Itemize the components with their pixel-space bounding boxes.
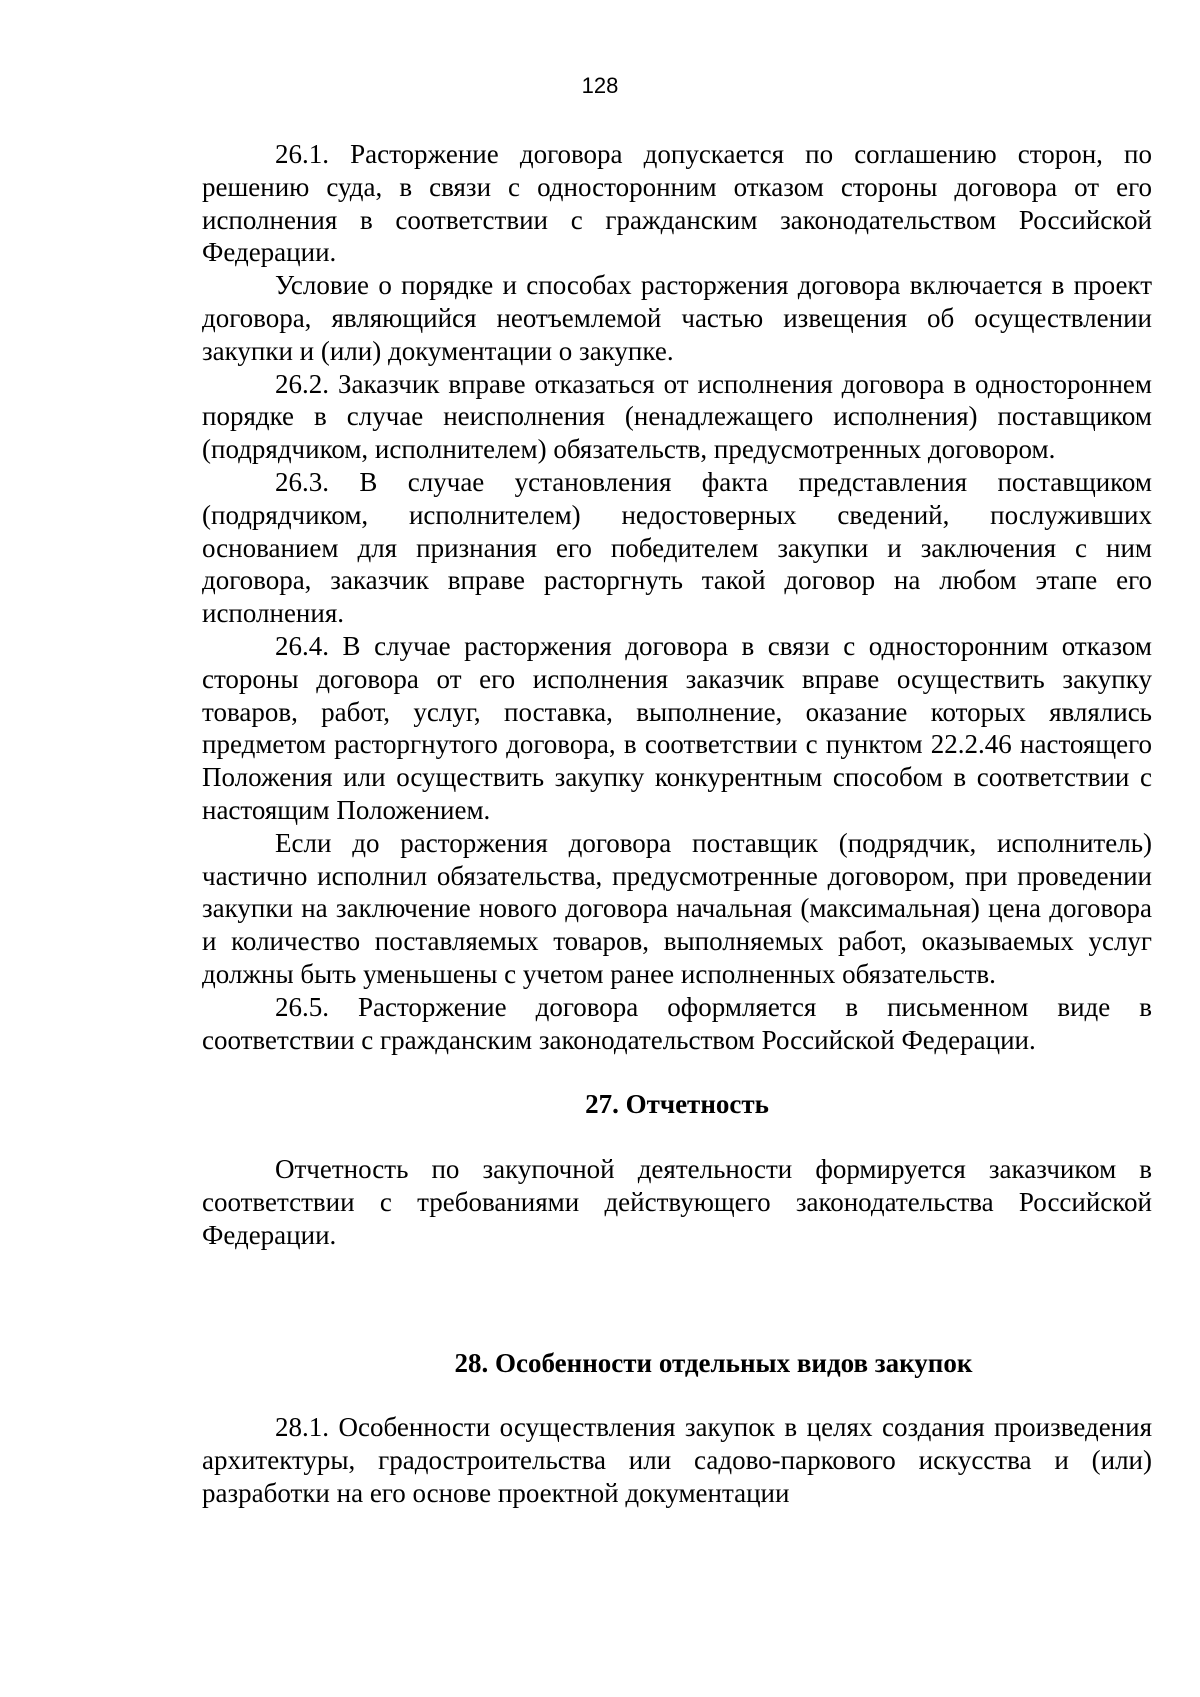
document-body bbox=[202, 138, 1152, 1510]
paragraph-26-4-partial-fulfilment: Если до расторжения договора поставщик (подрядчик, исполнитель) частично исполнил обязательства, предусмотренные договором, при проведении закупки на заключение нового договора начальная (максимальная) цена договора и количество поставляемых товаров, выполняемых работ, оказываемых услуг должны быть уменьшены с учетом ранее исполненных обязательств. bbox=[202, 827, 1152, 989]
paragraph-26-1-termination-condition: Условие о порядке и способах расторжения договора включается в проект договора, являющийся неотъемлемой частью извещения об осуществлении закупки и (или) документации о закупке. bbox=[202, 270, 1152, 366]
paragraph-26-1: 26.1. Расторжение договора допускается по соглашению сторон, по решению суда, в связи с односторонним отказом стороны договора от его исполнения в соответствии с гражданским законодательством Российской Федерации. bbox=[202, 139, 1152, 268]
section-28-heading: 28. Особенности отдельных видов закупок bbox=[454, 1347, 973, 1378]
paragraph-26-2: 26.2. Заказчик вправе отказаться от исполнения договора в одностороннем порядке в случае неисполнения (ненадлежащего исполнения) поставщиком (подрядчиком, исполнителем) обязательств, предусмотренных договором. bbox=[202, 368, 1152, 465]
paragraph-28-1: 28.1. Особенности осуществления закупок в целях создания произведения архитектуры, градостроительства или садово-паркового искусства и (или) разработки на его основе проектной документации bbox=[202, 1412, 1152, 1508]
paragraph-26-5: 26.5. Расторжение договора оформляется в письменном виде в соответствии с гражданским законодательством Российской Федерации. bbox=[202, 991, 1152, 1055]
paragraph-26-3: 26.3. В случае установления факта представления поставщиком (подрядчиком, исполнителем) недостоверных сведений, послуживших основанием для признания его победителем закупки и заключения с ним договора, заказчик вправе расторгнуть такой договор на любом этапе его исполнения. bbox=[202, 466, 1152, 629]
paragraph-27: Отчетность по закупочной деятельности формируется заказчиком в соответствии с требованиями действующего законодательства Российской Федерации. bbox=[202, 1154, 1152, 1250]
section-27-heading: 27. Отчетность bbox=[585, 1089, 769, 1120]
paragraph-26-4: 26.4. В случае расторжения договора в связи с односторонним отказом стороны договора от его исполнения заказчик вправе осуществить закупку товаров, работ, услуг, поставка, выполнение, оказание которых являлись предметом расторгнутого договора, в соответствии с пунктом 22.2.46 настоящего Положения или осуществить закупку конкурентным способом в соответствии с настоящим Положением. bbox=[202, 630, 1152, 825]
page-number: 128 bbox=[581, 73, 619, 98]
